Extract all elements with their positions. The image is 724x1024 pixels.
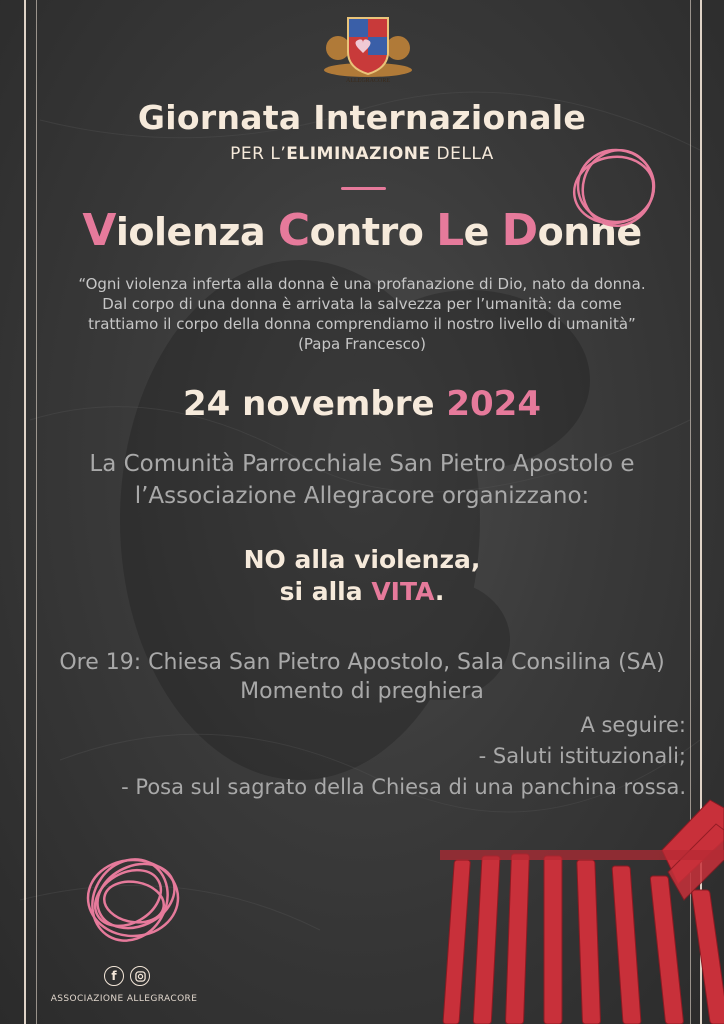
organizers-line: La Comunità Parrocchiale San Pietro Apostolo e xyxy=(89,451,635,477)
slogan-line-2-pre: si alla xyxy=(279,577,372,606)
main-title-word-1: iolenza xyxy=(115,210,278,254)
quote-author: (Papa Francesco) xyxy=(298,335,426,353)
slogan-line-2-post: . xyxy=(434,577,445,606)
title-line-1: Giornata Internazionale xyxy=(137,98,587,137)
slogan-line-2 xyxy=(0,576,724,608)
main-title-word-2: ontro xyxy=(309,210,437,254)
pope-quote xyxy=(0,274,724,354)
title-line-2-pre: PER L’ xyxy=(230,144,287,164)
red-bench-image xyxy=(440,780,724,1024)
title-line-2-post: DELLA xyxy=(430,144,494,164)
association-name: ASSOCIAZIONE ALLEGRACORE xyxy=(50,994,198,1004)
social-links xyxy=(104,966,150,986)
instagram-icon[interactable] xyxy=(130,966,150,986)
main-title-word-4: onne xyxy=(537,210,642,254)
crest-banner-text: ALLEGRACORE xyxy=(346,78,390,84)
slogan xyxy=(0,544,724,608)
quote-line: “Ogni violenza inferta alla donna è una profanazione di Dio, nato da donna. xyxy=(78,275,646,293)
organizers-line: l’Associazione Allegracore organizzano: xyxy=(134,483,590,509)
date-day-month: 24 novembre xyxy=(182,384,435,424)
event-activity: Momento di preghiera xyxy=(240,679,484,704)
facebook-icon[interactable]: f xyxy=(104,966,124,986)
program-line: - Posa sul sagrato della Chiesa di una panchina rossa. xyxy=(121,775,686,799)
event-time-place: Ore 19: Chiesa San Pietro Apostolo, Sala Consilina (SA) xyxy=(59,650,665,675)
quote-line: Dal corpo di una donna è arrivata la salvezza per l’umanità: da come xyxy=(102,295,622,313)
main-title-cap-4: D xyxy=(501,205,538,256)
program-line: - Saluti istituzionali; xyxy=(478,744,686,768)
crest-logo xyxy=(318,12,418,84)
main-title-cap-1: V xyxy=(82,205,116,256)
date-year: 2024 xyxy=(446,384,541,424)
program-line: A seguire: xyxy=(580,713,686,737)
main-title-cap-2: C xyxy=(277,205,310,256)
organizers xyxy=(0,448,724,512)
quote-line: trattiamo il corpo della donna comprendiamo il nostro livello di umanità” xyxy=(88,315,636,333)
title-line-2-bold: ELIMINAZIONE xyxy=(286,144,431,164)
scribble-ball-bottom xyxy=(78,848,188,948)
title-divider xyxy=(341,187,386,190)
scribble-circle-top xyxy=(568,140,664,236)
event-details xyxy=(0,648,724,706)
slogan-vita: VITA xyxy=(371,577,435,606)
slogan-line-1: NO alla violenza, xyxy=(243,545,481,574)
main-title-cap-3: L xyxy=(436,205,464,256)
main-title-word-3: e xyxy=(463,210,502,254)
event-date xyxy=(0,384,724,424)
